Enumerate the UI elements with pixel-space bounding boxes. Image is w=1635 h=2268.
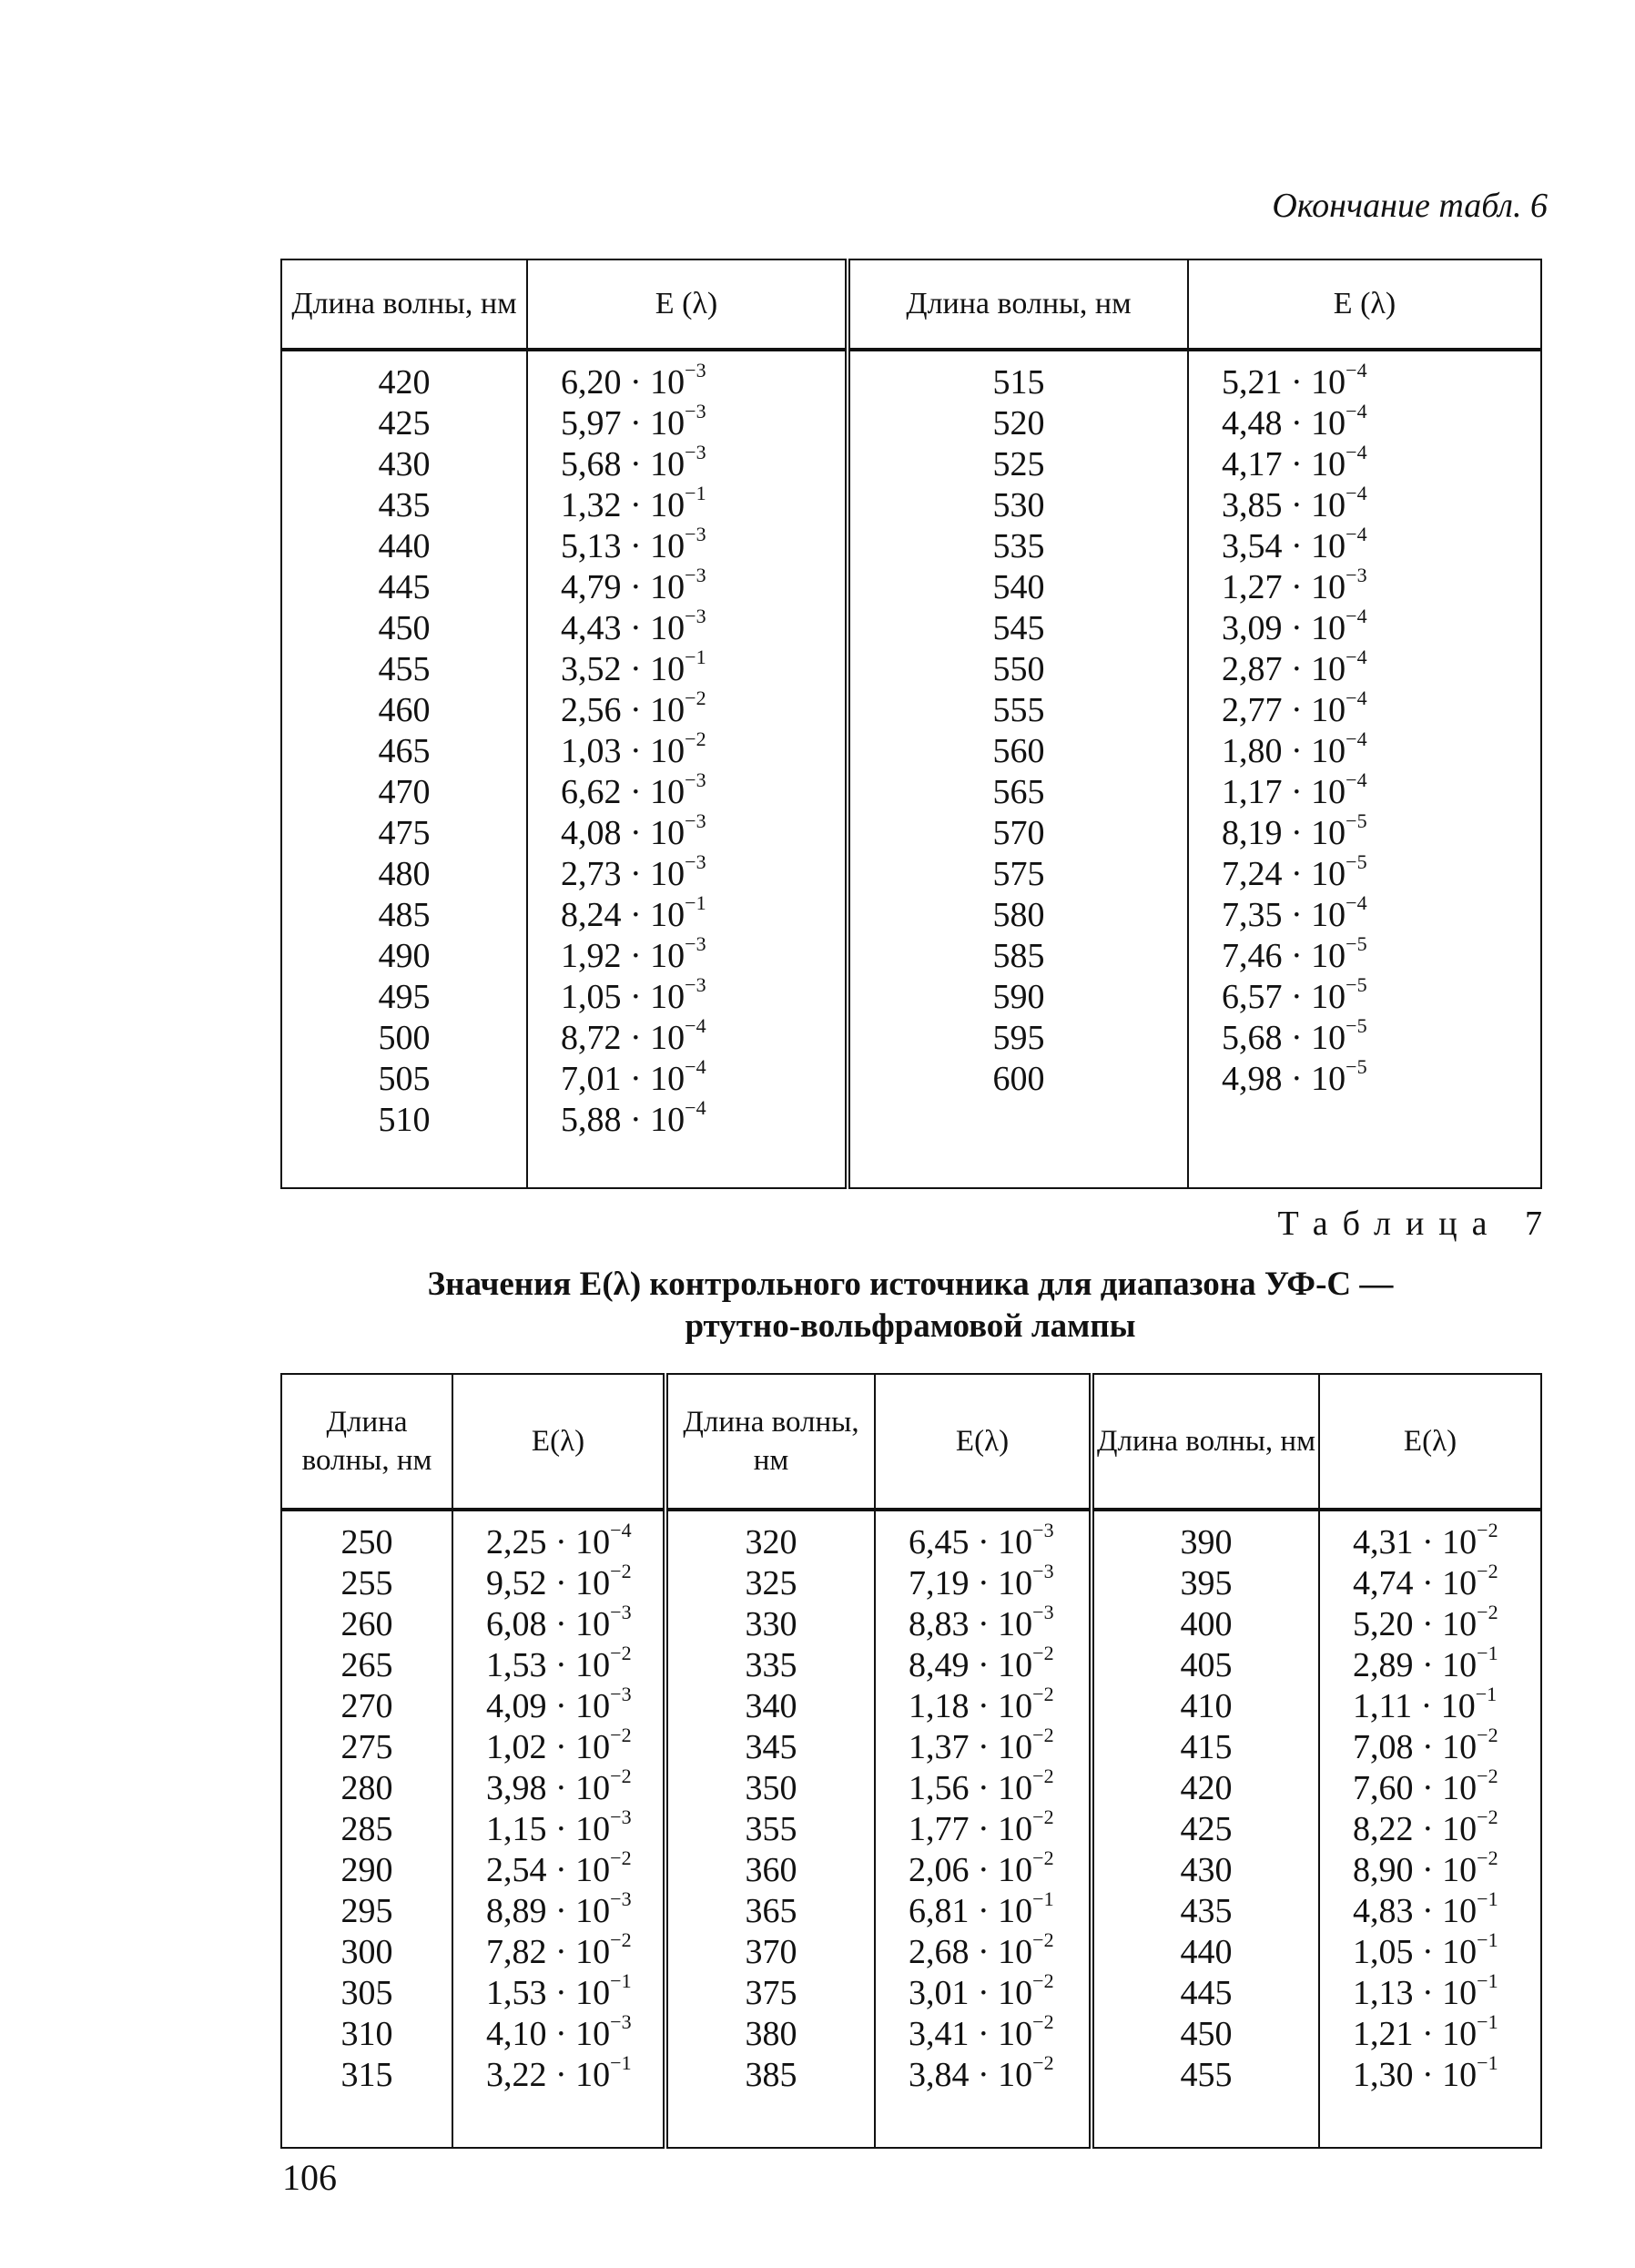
e-lambda-value: $8,49 \cdot 10^{-2}$ bbox=[909, 1642, 1054, 1684]
wavelength-column bbox=[665, 1510, 875, 2148]
e-lambda-value: $4,48 \cdot 10^{-4}$ bbox=[1222, 400, 1367, 442]
wavelength-value: 380 bbox=[745, 2015, 797, 2053]
wavelength-value: 280 bbox=[340, 1769, 393, 1807]
e-lambda-value: $1,56 \cdot 10^{-2}$ bbox=[909, 1765, 1054, 1807]
wavelength-value: 445 bbox=[1180, 1974, 1233, 2012]
table-7 bbox=[280, 1373, 1542, 2149]
e-lambda-value: $4,31 \cdot 10^{-2}$ bbox=[1353, 1519, 1498, 1561]
wavelength-column bbox=[281, 1510, 452, 2148]
wavelength-value: 520 bbox=[992, 404, 1045, 442]
wavelength-value: 395 bbox=[1180, 1564, 1233, 1602]
e-lambda-column bbox=[452, 1510, 665, 2148]
column-header-wavelength: Длина волны, нм bbox=[1092, 1374, 1319, 1510]
wavelength-value: 435 bbox=[1180, 1892, 1233, 1930]
e-lambda-value: $5,97 \cdot 10^{-3}$ bbox=[561, 400, 706, 442]
table-number-label: Таблица 7 bbox=[1277, 1205, 1557, 1243]
wavelength-value: 335 bbox=[745, 1646, 797, 1684]
wavelength-value: 550 bbox=[992, 650, 1045, 688]
e-lambda-value: $7,82 \cdot 10^{-2}$ bbox=[486, 1928, 632, 1971]
table-title-line: Значения E(λ) контрольного источника для диапазона УФ-С — bbox=[427, 1266, 1394, 1303]
e-lambda-value: $1,21 \cdot 10^{-1}$ bbox=[1353, 2010, 1498, 2053]
e-lambda-value: $3,01 \cdot 10^{-2}$ bbox=[909, 1969, 1054, 2012]
wavelength-value: 345 bbox=[745, 1728, 797, 1766]
e-lambda-value: $2,77 \cdot 10^{-4}$ bbox=[1222, 687, 1367, 729]
wavelength-value: 425 bbox=[1180, 1810, 1233, 1848]
column-header-wavelength: Длина волны, нм bbox=[281, 259, 527, 350]
wavelength-value: 365 bbox=[745, 1892, 797, 1930]
wavelength-value: 430 bbox=[378, 445, 431, 483]
wavelength-value: 505 bbox=[378, 1060, 431, 1098]
table-6 bbox=[280, 259, 1542, 1189]
e-lambda-value: $4,83 \cdot 10^{-1}$ bbox=[1353, 1887, 1498, 1930]
wavelength-value: 530 bbox=[992, 486, 1045, 524]
e-lambda-value: $2,87 \cdot 10^{-4}$ bbox=[1222, 646, 1367, 688]
wavelength-value: 275 bbox=[340, 1728, 393, 1766]
e-lambda-value: $1,18 \cdot 10^{-2}$ bbox=[909, 1683, 1054, 1725]
e-lambda-value: $1,53 \cdot 10^{-1}$ bbox=[486, 1969, 632, 2012]
e-lambda-value: $7,01 \cdot 10^{-4}$ bbox=[561, 1055, 706, 1098]
e-lambda-value: $6,45 \cdot 10^{-3}$ bbox=[909, 1519, 1054, 1561]
wavelength-value: 565 bbox=[992, 773, 1045, 811]
wavelength-value: 250 bbox=[340, 1523, 393, 1561]
e-lambda-column bbox=[527, 350, 848, 1188]
wavelength-value: 490 bbox=[378, 937, 431, 975]
wavelength-value: 480 bbox=[378, 855, 431, 893]
wavelength-value: 450 bbox=[1180, 2015, 1233, 2053]
column-header-e-lambda: E (λ) bbox=[527, 259, 848, 350]
e-lambda-value: $4,10 \cdot 10^{-3}$ bbox=[486, 2010, 632, 2053]
page-number: 106 bbox=[282, 2157, 337, 2198]
wavelength-value: 410 bbox=[1180, 1687, 1233, 1725]
wavelength-value: 290 bbox=[340, 1851, 393, 1889]
e-lambda-value: $7,19 \cdot 10^{-3}$ bbox=[909, 1560, 1054, 1602]
e-lambda-value: $1,13 \cdot 10^{-1}$ bbox=[1353, 1969, 1498, 2012]
wavelength-value: 575 bbox=[992, 855, 1045, 893]
wavelength-value: 470 bbox=[378, 773, 431, 811]
e-lambda-value: $5,21 \cdot 10^{-4}$ bbox=[1222, 359, 1367, 402]
e-lambda-value: $8,83 \cdot 10^{-3}$ bbox=[909, 1601, 1054, 1643]
wavelength-column bbox=[281, 350, 527, 1188]
wavelength-value: 350 bbox=[745, 1769, 797, 1807]
e-lambda-value: $8,19 \cdot 10^{-5}$ bbox=[1222, 809, 1367, 852]
e-lambda-value: $7,24 \cdot 10^{-5}$ bbox=[1222, 850, 1367, 893]
e-lambda-value: $7,46 \cdot 10^{-5}$ bbox=[1222, 932, 1367, 975]
e-lambda-value: $3,52 \cdot 10^{-1}$ bbox=[561, 646, 706, 688]
e-lambda-column bbox=[1319, 1510, 1541, 2148]
e-lambda-value: $4,74 \cdot 10^{-2}$ bbox=[1353, 1560, 1498, 1602]
e-lambda-value: $8,22 \cdot 10^{-2}$ bbox=[1353, 1805, 1498, 1848]
wavelength-value: 315 bbox=[340, 2056, 393, 2094]
wavelength-value: 595 bbox=[992, 1019, 1045, 1057]
table-title bbox=[273, 1264, 1548, 1348]
wavelength-value: 285 bbox=[340, 1810, 393, 1848]
e-lambda-value: $1,05 \cdot 10^{-3}$ bbox=[561, 973, 706, 1016]
wavelength-value: 420 bbox=[378, 363, 431, 402]
wavelength-value: 355 bbox=[745, 1810, 797, 1848]
e-lambda-value: $6,20 \cdot 10^{-3}$ bbox=[561, 359, 706, 402]
e-lambda-value: $5,68 \cdot 10^{-3}$ bbox=[561, 441, 706, 483]
e-lambda-value: $1,27 \cdot 10^{-3}$ bbox=[1222, 564, 1367, 606]
wavelength-value: 440 bbox=[378, 527, 431, 565]
e-lambda-value: $9,52 \cdot 10^{-2}$ bbox=[486, 1560, 632, 1602]
wavelength-value: 465 bbox=[378, 732, 431, 770]
column-header-e-lambda: E (λ) bbox=[1188, 259, 1541, 350]
e-lambda-value: $8,72 \cdot 10^{-4}$ bbox=[561, 1014, 706, 1057]
wavelength-value: 600 bbox=[992, 1060, 1045, 1098]
wavelength-value: 435 bbox=[378, 486, 431, 524]
wavelength-value: 370 bbox=[745, 1933, 797, 1971]
e-lambda-value: $5,13 \cdot 10^{-3}$ bbox=[561, 523, 706, 565]
wavelength-value: 440 bbox=[1180, 1933, 1233, 1971]
e-lambda-value: $1,05 \cdot 10^{-1}$ bbox=[1353, 1928, 1498, 1971]
e-lambda-value: $4,08 \cdot 10^{-3}$ bbox=[561, 809, 706, 852]
e-lambda-value: $1,53 \cdot 10^{-2}$ bbox=[486, 1642, 632, 1684]
e-lambda-value: $3,22 \cdot 10^{-1}$ bbox=[486, 2051, 632, 2094]
table-title-line: ртутно-вольфрамовой лампы bbox=[685, 1307, 1136, 1345]
wavelength-column bbox=[1092, 1510, 1319, 2148]
e-lambda-value: $2,68 \cdot 10^{-2}$ bbox=[909, 1928, 1054, 1971]
e-lambda-value: $4,43 \cdot 10^{-3}$ bbox=[561, 605, 706, 647]
wavelength-value: 540 bbox=[992, 568, 1045, 606]
wavelength-column bbox=[848, 350, 1188, 1188]
e-lambda-value: $1,15 \cdot 10^{-3}$ bbox=[486, 1805, 632, 1848]
wavelength-value: 475 bbox=[378, 814, 431, 852]
wavelength-value: 310 bbox=[340, 2015, 393, 2053]
e-lambda-value: $6,08 \cdot 10^{-3}$ bbox=[486, 1601, 632, 1643]
wavelength-value: 570 bbox=[992, 814, 1045, 852]
e-lambda-value: $1,32 \cdot 10^{-1}$ bbox=[561, 482, 706, 524]
wavelength-value: 295 bbox=[340, 1892, 393, 1930]
wavelength-value: 425 bbox=[378, 404, 431, 442]
wavelength-value: 495 bbox=[378, 978, 431, 1016]
wavelength-value: 260 bbox=[340, 1605, 393, 1643]
wavelength-value: 320 bbox=[745, 1523, 797, 1561]
e-lambda-value: $5,68 \cdot 10^{-5}$ bbox=[1222, 1014, 1367, 1057]
wavelength-value: 420 bbox=[1180, 1769, 1233, 1807]
wavelength-value: 535 bbox=[992, 527, 1045, 565]
table-continuation-caption: Окончание табл. 6 bbox=[1272, 187, 1548, 225]
e-lambda-value: $1,03 \cdot 10^{-2}$ bbox=[561, 727, 706, 770]
e-lambda-value: $4,17 \cdot 10^{-4}$ bbox=[1222, 441, 1367, 483]
wavelength-value: 545 bbox=[992, 609, 1045, 647]
wavelength-value: 460 bbox=[378, 691, 431, 729]
wavelength-value: 390 bbox=[1180, 1523, 1233, 1561]
e-lambda-column bbox=[1188, 350, 1541, 1188]
e-lambda-value: $1,77 \cdot 10^{-2}$ bbox=[909, 1805, 1054, 1848]
wavelength-value: 360 bbox=[745, 1851, 797, 1889]
wavelength-value: 265 bbox=[340, 1646, 393, 1684]
e-lambda-value: $8,90 \cdot 10^{-2}$ bbox=[1353, 1846, 1498, 1889]
wavelength-value: 445 bbox=[378, 568, 431, 606]
wavelength-value: 510 bbox=[378, 1101, 431, 1139]
e-lambda-value: $7,60 \cdot 10^{-2}$ bbox=[1353, 1765, 1498, 1807]
e-lambda-value: $7,08 \cdot 10^{-2}$ bbox=[1353, 1724, 1498, 1766]
wavelength-value: 555 bbox=[992, 691, 1045, 729]
wavelength-value: 340 bbox=[745, 1687, 797, 1725]
column-header-wavelength: Длина волны, нм bbox=[848, 259, 1188, 350]
e-lambda-value: $8,89 \cdot 10^{-3}$ bbox=[486, 1887, 632, 1930]
e-lambda-value: $1,11 \cdot 10^{-1}$ bbox=[1353, 1683, 1498, 1725]
e-lambda-value: $6,81 \cdot 10^{-1}$ bbox=[909, 1887, 1054, 1930]
e-lambda-value: $2,54 \cdot 10^{-2}$ bbox=[486, 1846, 632, 1889]
e-lambda-value: $1,17 \cdot 10^{-4}$ bbox=[1222, 768, 1367, 811]
wavelength-value: 405 bbox=[1180, 1646, 1233, 1684]
column-header-wavelength: Длина волны, нм bbox=[665, 1374, 875, 1510]
e-lambda-value: $8,24 \cdot 10^{-1}$ bbox=[561, 891, 706, 934]
wavelength-value: 375 bbox=[745, 1974, 797, 2012]
wavelength-value: 325 bbox=[745, 1564, 797, 1602]
wavelength-value: 515 bbox=[992, 363, 1045, 402]
e-lambda-value: $3,54 \cdot 10^{-4}$ bbox=[1222, 523, 1367, 565]
e-lambda-value: $1,37 \cdot 10^{-2}$ bbox=[909, 1724, 1054, 1766]
wavelength-value: 585 bbox=[992, 937, 1045, 975]
e-lambda-value: $2,25 \cdot 10^{-4}$ bbox=[486, 1519, 632, 1561]
e-lambda-value: $2,56 \cdot 10^{-2}$ bbox=[561, 687, 706, 729]
wavelength-value: 330 bbox=[745, 1605, 797, 1643]
e-lambda-value: $6,57 \cdot 10^{-5}$ bbox=[1222, 973, 1367, 1016]
wavelength-value: 255 bbox=[340, 1564, 393, 1602]
wavelength-value: 485 bbox=[378, 896, 431, 934]
e-lambda-value: $4,79 \cdot 10^{-3}$ bbox=[561, 564, 706, 606]
column-header-e-lambda: E(λ) bbox=[452, 1374, 665, 1510]
e-lambda-value: $1,02 \cdot 10^{-2}$ bbox=[486, 1724, 632, 1766]
e-lambda-value: $1,80 \cdot 10^{-4}$ bbox=[1222, 727, 1367, 770]
e-lambda-value: $7,35 \cdot 10^{-4}$ bbox=[1222, 891, 1367, 934]
column-header-wavelength: Длина волны, нм bbox=[281, 1374, 452, 1510]
column-header-e-lambda: E(λ) bbox=[1319, 1374, 1541, 1510]
wavelength-value: 525 bbox=[992, 445, 1045, 483]
e-lambda-value: $2,73 \cdot 10^{-3}$ bbox=[561, 850, 706, 893]
e-lambda-value: $4,09 \cdot 10^{-3}$ bbox=[486, 1683, 632, 1725]
e-lambda-value: $1,92 \cdot 10^{-3}$ bbox=[561, 932, 706, 975]
wavelength-value: 590 bbox=[992, 978, 1045, 1016]
wavelength-value: 300 bbox=[340, 1933, 393, 1971]
wavelength-value: 430 bbox=[1180, 1851, 1233, 1889]
column-header-e-lambda: E(λ) bbox=[875, 1374, 1092, 1510]
wavelength-value: 455 bbox=[378, 650, 431, 688]
e-lambda-value: $5,88 \cdot 10^{-4}$ bbox=[561, 1096, 706, 1139]
e-lambda-value: $3,41 \cdot 10^{-2}$ bbox=[909, 2010, 1054, 2053]
e-lambda-value: $2,06 \cdot 10^{-2}$ bbox=[909, 1846, 1054, 1889]
wavelength-value: 415 bbox=[1180, 1728, 1233, 1766]
e-lambda-value: $2,89 \cdot 10^{-1}$ bbox=[1353, 1642, 1498, 1684]
e-lambda-value: $3,84 \cdot 10^{-2}$ bbox=[909, 2051, 1054, 2094]
e-lambda-value: $3,85 \cdot 10^{-4}$ bbox=[1222, 482, 1367, 524]
wavelength-value: 270 bbox=[340, 1687, 393, 1725]
e-lambda-value: $6,62 \cdot 10^{-3}$ bbox=[561, 768, 706, 811]
e-lambda-value: $3,09 \cdot 10^{-4}$ bbox=[1222, 605, 1367, 647]
e-lambda-value: $4,98 \cdot 10^{-5}$ bbox=[1222, 1055, 1367, 1098]
wavelength-value: 560 bbox=[992, 732, 1045, 770]
e-lambda-column bbox=[875, 1510, 1092, 2148]
e-lambda-value: $3,98 \cdot 10^{-2}$ bbox=[486, 1765, 632, 1807]
wavelength-value: 385 bbox=[745, 2056, 797, 2094]
e-lambda-value: $1,30 \cdot 10^{-1}$ bbox=[1353, 2051, 1498, 2094]
wavelength-value: 450 bbox=[378, 609, 431, 647]
wavelength-value: 580 bbox=[992, 896, 1045, 934]
wavelength-value: 500 bbox=[378, 1019, 431, 1057]
wavelength-value: 305 bbox=[340, 1974, 393, 2012]
wavelength-value: 455 bbox=[1180, 2056, 1233, 2094]
e-lambda-value: $5,20 \cdot 10^{-2}$ bbox=[1353, 1601, 1498, 1643]
wavelength-value: 400 bbox=[1180, 1605, 1233, 1643]
